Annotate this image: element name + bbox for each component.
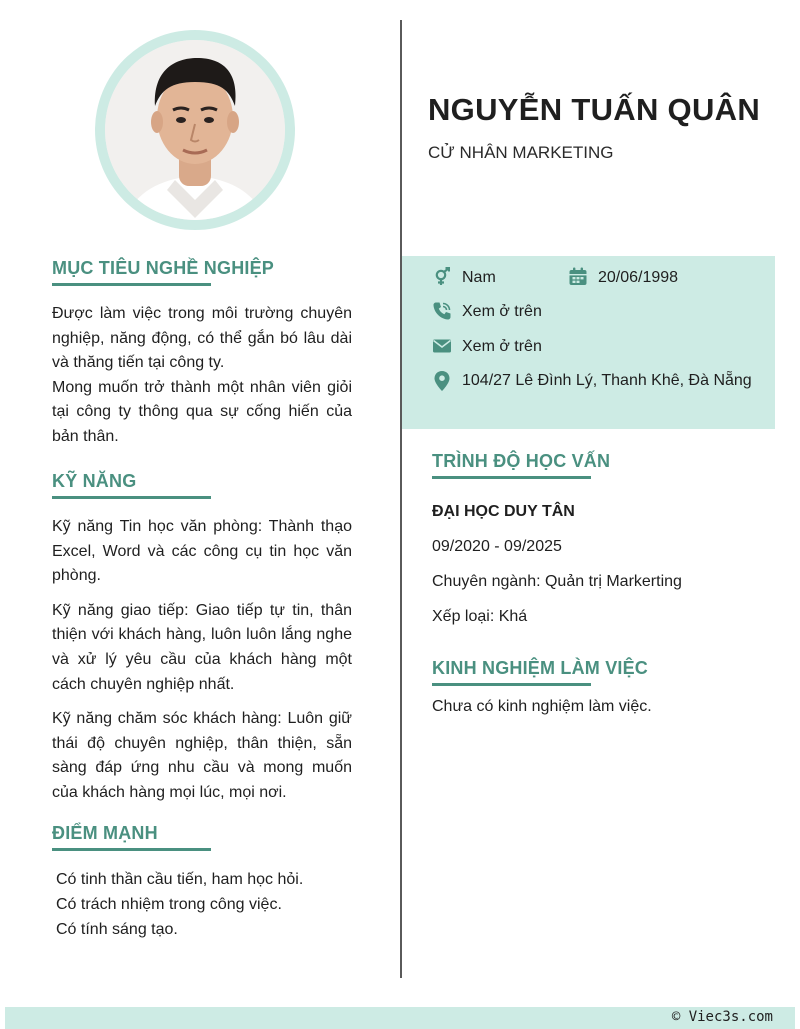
- envelope-icon: [432, 336, 452, 356]
- column-divider: [400, 20, 402, 978]
- experience-title: KINH NGHIỆM LÀM VIỆC: [432, 658, 649, 678]
- experience-section: [432, 658, 762, 716]
- candidate-name: NGUYỄN TUẤN QUÂN: [428, 92, 761, 127]
- address-row: [432, 368, 752, 393]
- education-period: 09/2020 - 09/2025: [432, 538, 562, 555]
- skill-item: Kỹ năng Tin học văn phòng: Thành thạo Excel, Word và các công cụ tin học văn phòng.: [52, 518, 352, 585]
- strength-item: Có trách nhiệm trong công việc.: [56, 896, 282, 913]
- skill-item: Kỹ năng giao tiếp: Giao tiếp tự tin, thân thiện với khách hàng, luôn luôn lắng nghe và xử lý yêu cầu của khách hàng một cách chuyên nghiệp nhất.: [52, 601, 352, 693]
- email-row: [432, 334, 542, 359]
- experience-underline: [432, 683, 591, 686]
- skill-item: Kỹ năng chăm sóc khách hàng: Luôn giữ thái độ chuyên nghiệp, thân thiện, sẵn sàng đáp ứng nhu cầu và mong muốn của khách hàng mọi lúc, mọi nơi.: [52, 710, 352, 801]
- objective-title: MỤC TIÊU NGHỀ NGHIỆP: [52, 258, 275, 278]
- phone-value: Xem ở trên: [462, 303, 542, 320]
- phone-icon: [432, 301, 452, 321]
- birthday-row: [568, 265, 678, 290]
- address-value: 104/27 Lê Đình Lý, Thanh Khê, Đà Nẵng: [462, 372, 752, 389]
- profile-photo-frame: [95, 30, 295, 230]
- strengths-section: [52, 823, 352, 942]
- strength-item: Có tinh thần cầu tiến, ham học hỏi.: [56, 871, 304, 888]
- education-title: TRÌNH ĐỘ HỌC VẤN: [432, 451, 611, 471]
- email-value: Xem ở trên: [462, 338, 542, 355]
- gender-icon: [432, 267, 452, 287]
- gender-value: Nam: [462, 269, 496, 286]
- skills-section: [52, 471, 352, 806]
- profile-photo: [105, 40, 285, 220]
- skills-underline: [52, 496, 211, 499]
- contact-info-panel: [402, 256, 775, 429]
- strength-item: Có tính sáng tạo.: [56, 921, 178, 938]
- school-name: ĐẠI HỌC DUY TÂN: [432, 503, 575, 520]
- calendar-icon: [568, 267, 588, 287]
- objective-underline: [52, 283, 211, 286]
- copyright-text: © Viec3s.com: [671, 1009, 773, 1025]
- education-major: Chuyên ngành: Quản trị Markerting: [432, 573, 682, 590]
- experience-text: Chưa có kinh nghiệm làm việc.: [432, 698, 652, 715]
- strengths-title: ĐIỂM MẠNH: [52, 823, 158, 843]
- strengths-underline: [52, 848, 211, 851]
- avatar-portrait: [105, 40, 285, 220]
- objective-line: Được làm việc trong môi trường chuyên nghiệp, năng động, có thể gắn bó lâu dài và thăng tiến tại công ty.: [52, 305, 352, 372]
- job-title: CỬ NHÂN MARKETING: [428, 143, 614, 162]
- objective-line: Mong muốn trở thành một nhân viên giỏi tại công ty thông qua sự cống hiến của bản thân.: [52, 378, 352, 445]
- education-underline: [432, 476, 591, 479]
- birthday-value: 20/06/1998: [598, 269, 679, 286]
- phone-row: [432, 299, 542, 324]
- gender-row: [432, 265, 496, 290]
- education-section: [432, 451, 762, 643]
- footer-bar: [5, 1007, 795, 1029]
- skills-title: KỸ NĂNG: [52, 471, 137, 491]
- objective-section: [52, 258, 352, 450]
- education-rank: Xếp loại: Khá: [432, 608, 528, 625]
- map-pin-icon: [432, 370, 452, 392]
